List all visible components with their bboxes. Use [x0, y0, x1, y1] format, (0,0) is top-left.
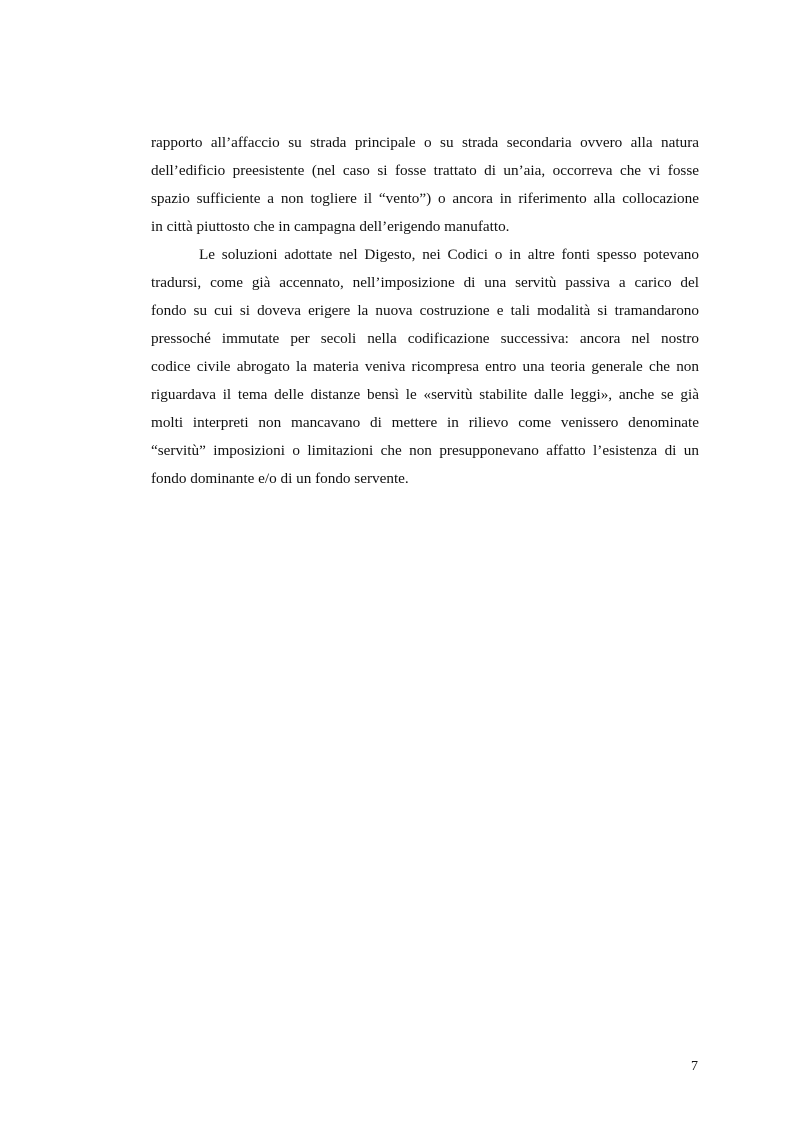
text-line: fondo dominante e/o di un fondo servente. — [151, 470, 409, 487]
text-line: rapporto all’affaccio su strada principale o su strada secondaria ovvero alla natura — [151, 134, 699, 151]
body-text — [151, 129, 699, 493]
text-line: “servitù” imposizioni o limitazioni che non presupponevano affatto l’esistenza di un — [151, 442, 699, 459]
text-line: codice civile abrogato la materia veniva ricompresa entro una teoria generale che non — [151, 358, 699, 375]
text-line: in città piuttosto che in campagna dell’erigendo manufatto. — [151, 218, 510, 235]
text-line: tradursi, come già accennato, nell’imposizione di una servitù passiva a carico del — [151, 274, 699, 291]
text-line: spazio sufficiente a non togliere il “vento”) o ancora in riferimento alla collocazione — [151, 190, 699, 207]
page-number: 7 — [691, 1059, 698, 1074]
paragraph-2 — [151, 241, 699, 493]
text-line: molti interpreti non mancavano di mettere in rilievo come venissero denominate — [151, 414, 699, 431]
text-line: Le soluzioni adottate nel Digesto, nei Codici o in altre fonti spesso potevano — [199, 246, 699, 263]
text-line: pressoché immutate per secoli nella codificazione successiva: ancora nel nostro — [151, 330, 699, 347]
text-line: dell’edificio preesistente (nel caso si fosse trattato di un’aia, occorreva che vi fosse — [151, 162, 699, 179]
text-line: riguardava il tema delle distanze bensì le «servitù stabilite dalle leggi», anche se già — [151, 386, 699, 403]
paragraph-1 — [151, 129, 699, 241]
text-line: fondo su cui si doveva erigere la nuova costruzione e tali modalità si tramandarono — [151, 302, 699, 319]
